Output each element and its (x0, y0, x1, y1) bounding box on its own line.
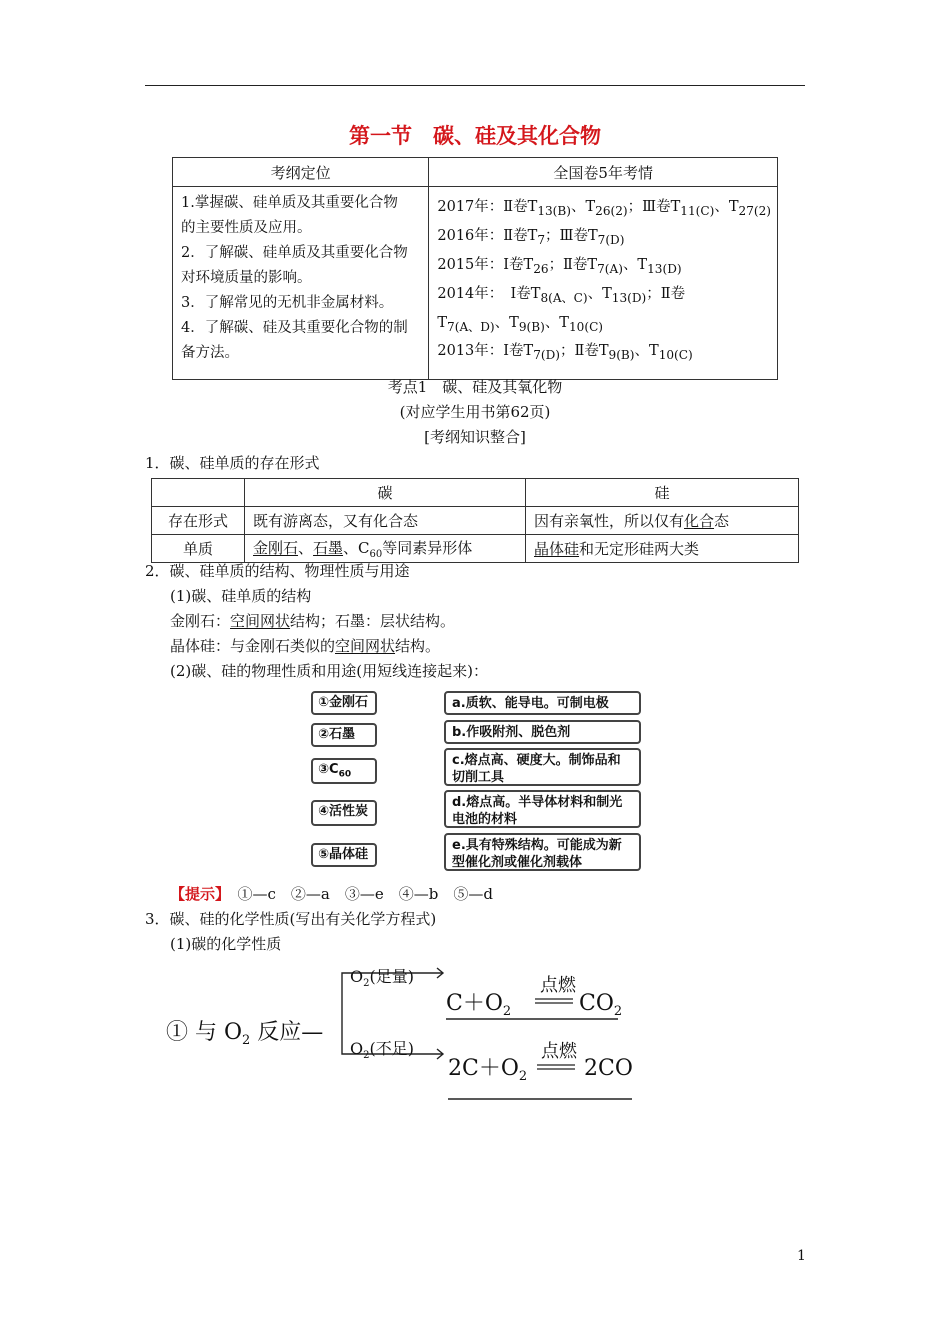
book-reference: (对应学生用书第62页) (399, 403, 551, 421)
syllabus-line: 3．了解常见的无机非金属材料。 (181, 295, 394, 311)
page-number: 1 (797, 1248, 806, 1264)
syllabus-line: 1.掌握碳、硅单质及其重要化合物 (181, 195, 398, 211)
match-right-d: d.熔点高。半导体材料和制光电池的材料 (444, 790, 641, 828)
reaction-label: ① 与 $O_2$ 反应— (166, 1020, 324, 1048)
section-title: 第一节 碳、硅及其化合物 (349, 124, 601, 148)
exam-year-2015: 2015年：Ⅰ卷$T_{26}$；Ⅱ卷$T_{7(A)}$、$T_{13(D)}$ (437, 256, 682, 276)
section-3-title: 3．碳、硅的化学性质(写出有关化学方程式) (145, 910, 437, 928)
exam-year-2013: 2013年：Ⅰ卷$T_{7(D)}$；Ⅱ卷$T_{9(B)}$、$T_{10(C)}$ (437, 343, 693, 363)
syllabus-table (172, 157, 778, 380)
row-label-existence: 存在形式 (152, 507, 245, 535)
corner-cell (152, 479, 245, 507)
syllabus-line: 4．了解碳、硅及其重要化合物的制 (181, 320, 408, 336)
condition-excess: $O_2$(足量) (350, 967, 414, 989)
tip-line (170, 883, 493, 904)
syllabus-line: 的主要性质及应用。 (181, 220, 312, 236)
section-3-part-1: (1)碳的化学性质 (170, 935, 282, 953)
match-left-graphite: ②石墨 (311, 723, 377, 747)
existence-table (151, 478, 799, 563)
section-1-title: 1．碳、硅单质的存在形式 (145, 454, 320, 472)
knowledge-heading: [考纲知识整合] (424, 428, 526, 446)
silicon-header: 硅 (526, 479, 799, 507)
structure-diamond-graphite: 金刚石：空间网状结构；石墨：层状结构。 (170, 612, 456, 630)
match-left-diamond: ①金刚石 (311, 691, 377, 715)
carbon-header: 碳 (245, 479, 526, 507)
exam-year-2014: 2014年： Ⅰ卷$T_{8(A、C)}$、$T_{13(D)}$；Ⅱ卷 (437, 285, 686, 305)
match-left-c60: $③C_{60}$ (311, 758, 377, 784)
topic-heading: 考点1 碳、硅及其氧化物 (387, 378, 563, 396)
syllabus-line: 对环境质量的影响。 (181, 270, 312, 286)
equation-complete-equals (535, 999, 573, 1003)
carbon-allotropes: 金刚石、石墨、$C_{60}$等同素异形体 (245, 535, 526, 563)
syllabus-line: 备方法。 (181, 345, 239, 361)
exam-year-2014-cont: $T_{7(A、D)}$、$T_{9(B)}$、$T_{10(C)}$ (437, 314, 604, 334)
structure-silicon: 晶体硅：与金刚石类似的空间网状结构。 (170, 637, 441, 655)
match-right-e: e.具有特殊结构。可能成为新型催化剂或催化剂载体 (444, 833, 641, 871)
tip-answer: ①—c ②—a ③—e ④—b ⑤—d (237, 885, 493, 903)
header-rule (145, 85, 805, 86)
exam-year-2016: 2016年：Ⅱ卷$T_7$；Ⅲ卷$T_{7(D)}$ (437, 227, 625, 247)
equation-complete: $C+O_2$ (446, 991, 512, 1019)
syllabus-header: 考纲定位 (173, 158, 429, 187)
exam-history-cell (429, 187, 778, 380)
tip-label: 【提示】 (170, 885, 223, 903)
section-2-part-2: (2)碳、硅的物理性质和用途(用短线连接起来)： (170, 662, 488, 680)
equation-incomplete-equals (537, 1065, 575, 1069)
syllabus-cell (173, 187, 429, 380)
section-2-title: 2．碳、硅单质的结构、物理性质与用途 (145, 562, 410, 580)
silicon-existence: 因有亲氧性，所以仅有化合态 (526, 507, 799, 535)
exam-history-header: 全国卷5年考情 (429, 158, 778, 187)
row-label-element: 单质 (152, 535, 245, 563)
syllabus-line: 2．了解碳、硅单质及其重要化合物 (181, 245, 408, 261)
match-left-crystal-silicon: ⑤晶体硅 (311, 843, 377, 867)
carbon-oxygen-reaction-diagram (160, 958, 650, 1108)
equation-incomplete-product: 2CO (584, 1056, 633, 1081)
silicon-forms: 晶体硅和无定形硅两大类 (526, 535, 799, 563)
match-right-c: c.熔点高、硬度大。制饰品和切削工具 (444, 748, 641, 786)
exam-year-2017: 2017年：Ⅱ卷$T_{13(B)}$、$T_{26(2)}$；Ⅲ卷$T_{11(C)}$、$T_{27(2)}$ (437, 199, 771, 218)
equation-incomplete-condition: 点燃 (541, 1041, 577, 1062)
branch-arrows (437, 968, 443, 1059)
section-2-part-1: (1)碳、硅单质的结构 (170, 587, 312, 605)
equation-complete-product: $CO_2$ (579, 991, 623, 1019)
match-right-a: a.质软、能导电。可制电极 (444, 691, 641, 715)
match-left-activated-carbon: ④活性炭 (311, 800, 377, 826)
equation-incomplete: $2C+O_2$ (448, 1056, 528, 1084)
equation-complete-condition: 点燃 (540, 975, 576, 996)
match-right-b: b.作吸附剂、脱色剂 (444, 720, 641, 744)
carbon-existence: 既有游离态，又有化合态 (245, 507, 526, 535)
condition-insufficient: $O_2$(不足) (350, 1039, 414, 1061)
